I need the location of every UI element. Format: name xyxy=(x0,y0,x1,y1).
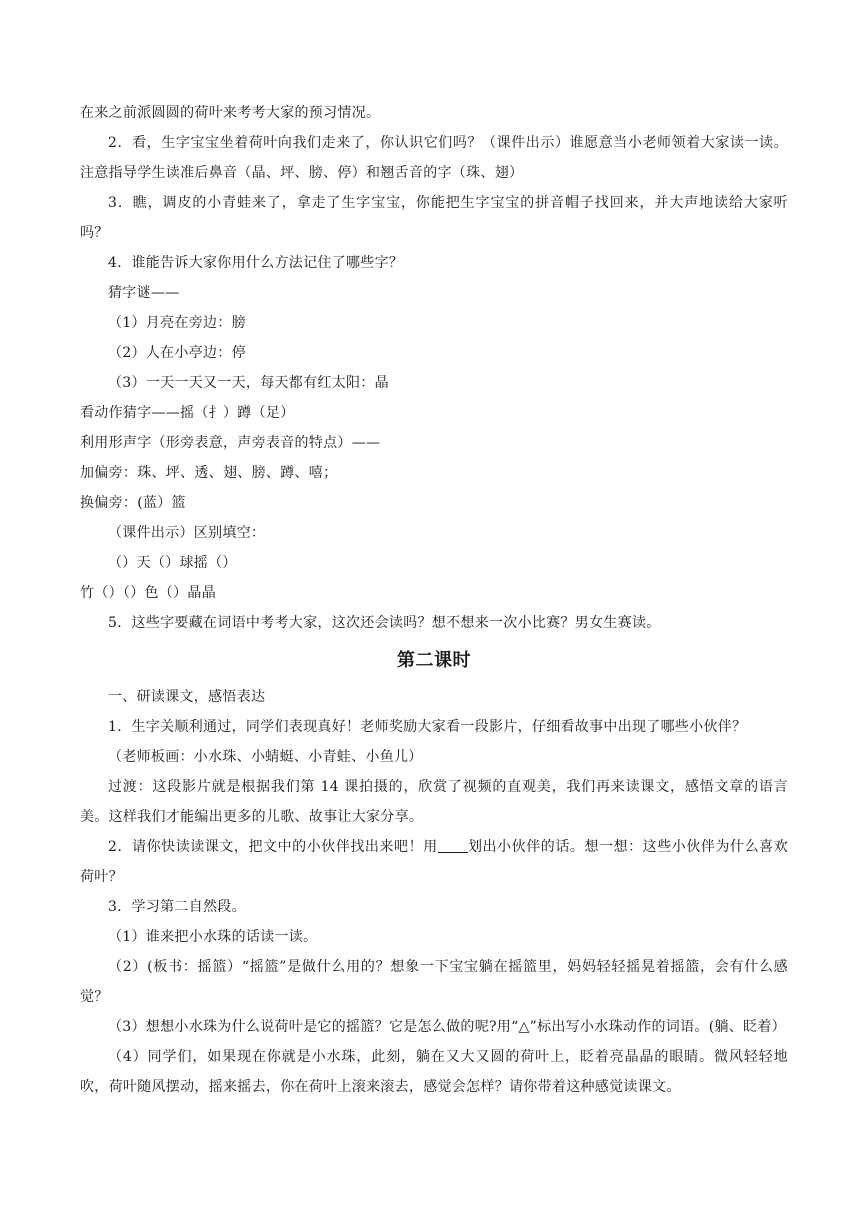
subsection-heading: 一、研读课文，感悟表达 xyxy=(108,689,266,705)
underline-blank xyxy=(438,838,468,853)
paragraph: 5．这些字要藏在词语中考考大家，这次还会读吗？想不想来一次小比赛？男女生赛读。 xyxy=(108,615,661,631)
paragraph: 3．学习第二自然段。 xyxy=(108,899,246,915)
riddle-item: （2）人在小亭边：停 xyxy=(108,345,246,361)
text-span: 2．请你快读读课文，把文中的小伙伴找出来吧！用 xyxy=(108,839,438,855)
paragraph: （1）谁来把小水珠的话读一读。 xyxy=(108,929,318,945)
paragraph: 2．看，生字宝宝坐着荷叶向我们走来了，你认识它们吗？（课件出示）谁愿意当小老师领着大家读一读。注意指导学生读准后鼻音（晶、坪、膀、停）和翘舌音的字（珠、翅） xyxy=(80,135,788,181)
paragraph: （3）想想小水珠为什么说荷叶是它的摇篮？它是怎么做的呢?用“△”标出写小水珠动作的词语。(躺、眨着） xyxy=(108,1019,786,1035)
fill-blank-item: （）天（）球摇（） xyxy=(108,555,237,571)
paragraph: 过渡：这段影片就是根据我们第 14 课拍摄的，欣赏了视频的直观美，我们再来读课文，感悟文章的语言美。这样我们才能编出更多的儿歌、故事让大家分享。 xyxy=(80,779,788,825)
paragraph: （4）同学们，如果现在你就是小水珠，此刻，躺在又大又圆的荷叶上，眨着亮晶晶的眼睛。微风轻轻地吹，荷叶随风摆动，摇来摇去，你在荷叶上滚来滚去，感觉会怎样？请你带着这种感觉读课文。 xyxy=(80,1049,788,1095)
paragraph xyxy=(80,832,788,892)
paragraph: 加偏旁：珠、坪、透、翅、膀、蹲、嘻； xyxy=(80,465,338,481)
section-title: 第二课时 xyxy=(397,650,471,671)
paragraph: 在来之前派圆圆的荷叶来考考大家的预习情况。 xyxy=(80,105,381,121)
paragraph: 利用形声字（形旁表意，声旁表音的特点）—— xyxy=(80,435,381,451)
paragraph: （课件出示）区别填空： xyxy=(108,525,266,541)
document-page xyxy=(80,98,788,1102)
paragraph: （老师板画：小水珠、小蜻蜓、小青蛙、小鱼儿） xyxy=(108,749,423,765)
paragraph: （2）(板书：摇篮）“摇篮”是做什么用的？想象一下宝宝躺在摇篮里，妈妈轻轻摇晃着摇篮，会有什么感觉？ xyxy=(80,959,788,1005)
paragraph: 换偏旁：(蓝）篮 xyxy=(80,495,186,511)
paragraph: 1．生字关顺利通过，同学们表现真好！老师奖励大家看一段影片，仔细看故事中出现了哪些小伙伴？ xyxy=(108,719,747,735)
paragraph: 4．谁能告诉大家你用什么方法记住了哪些字？ xyxy=(108,255,404,271)
paragraph: 看动作猜字——摇（扌）蹲（足） xyxy=(80,405,295,421)
riddle-item: （3）一天一天又一天，每天都有红太阳：晶 xyxy=(108,375,389,391)
riddle-item: （1）月亮在旁边：膀 xyxy=(108,315,246,331)
paragraph: 3．瞧，调皮的小青蛙来了，拿走了生字宝宝，你能把生字宝宝的拼音帽子找回来，并大声地读给大家听吗？ xyxy=(80,195,788,241)
paragraph: 猜字谜—— xyxy=(108,285,180,301)
text-span: 划出小伙伴的话。想一想：这些小伙伴为什么喜欢荷叶？ xyxy=(80,839,788,885)
fill-blank-item: 竹（）（）色（）晶晶 xyxy=(80,585,216,601)
